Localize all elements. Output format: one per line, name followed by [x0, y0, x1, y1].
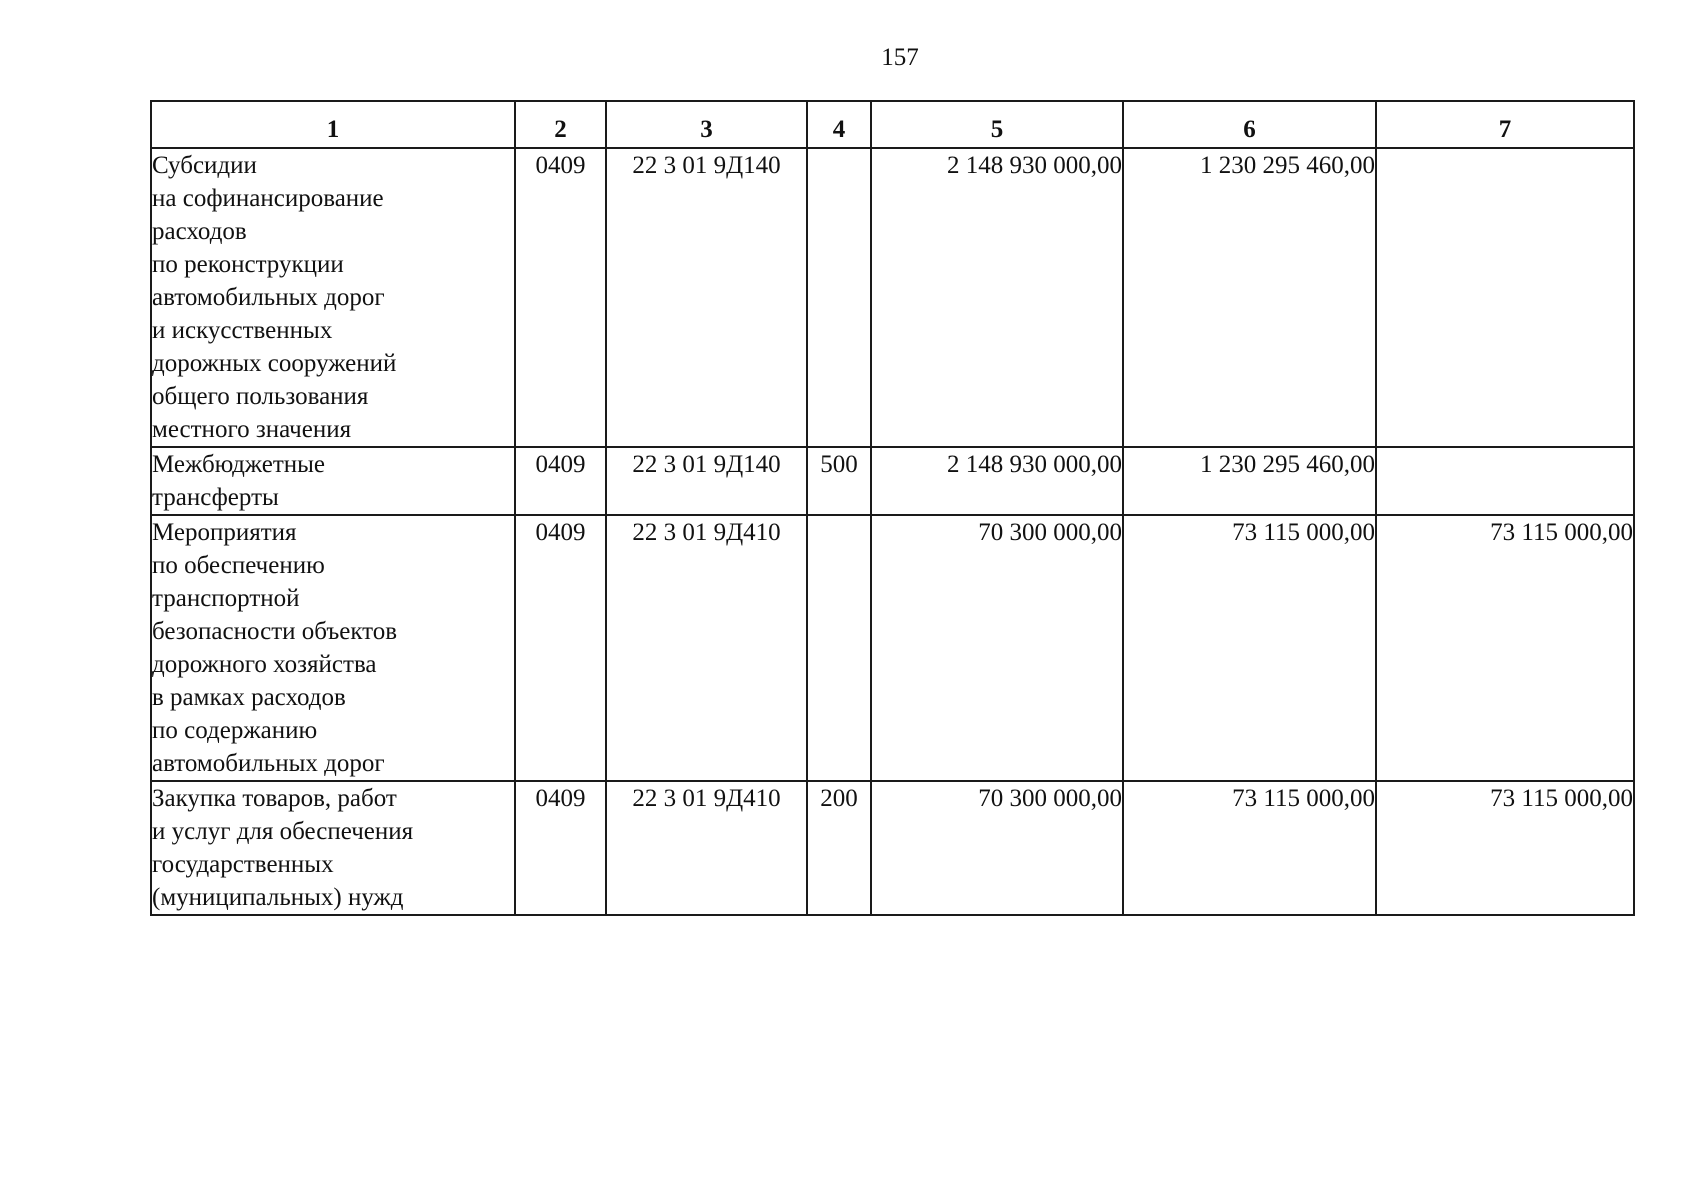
column-header-1: 1: [151, 101, 515, 148]
row-description: Мероприятия по обеспечению транспортной безопасности объектов дорожного хозяйства в рамках расходов по содержанию автомобильных дорог: [151, 515, 515, 781]
row-amount-6: 73 115 000,00: [1123, 781, 1376, 915]
table-body: [151, 148, 1634, 915]
table-row: [151, 148, 1634, 447]
column-header-6: 6: [1123, 101, 1376, 148]
row-section: 0409: [515, 781, 606, 915]
row-amount-6: 73 115 000,00: [1123, 515, 1376, 781]
row-description: Закупка товаров, работ и услуг для обеспечения государственных (муниципальных) нужд: [151, 781, 515, 915]
column-header-7: 7: [1376, 101, 1634, 148]
table-row: [151, 447, 1634, 515]
row-amount-5: 70 300 000,00: [871, 515, 1123, 781]
column-header-5: 5: [871, 101, 1123, 148]
row-expense-type: 200: [807, 781, 871, 915]
row-description: Межбюджетные трансферты: [151, 447, 515, 515]
row-amount-5: 2 148 930 000,00: [871, 447, 1123, 515]
row-section: 0409: [515, 148, 606, 447]
row-section: 0409: [515, 447, 606, 515]
row-amount-6: 1 230 295 460,00: [1123, 148, 1376, 447]
row-expense-type: 500: [807, 447, 871, 515]
row-section: 0409: [515, 515, 606, 781]
row-amount-7: [1376, 148, 1634, 447]
row-expense-type: [807, 148, 871, 447]
column-header-4: 4: [807, 101, 871, 148]
budget-table: [150, 100, 1635, 916]
page-number: 157: [881, 44, 919, 71]
row-target-article: 22 3 01 9Д140: [606, 148, 807, 447]
table-header: [151, 101, 1634, 148]
row-description: Субсидии на софинансирование расходов по реконструкции автомобильных дорог и искусственных дорожных сооружений общего пользования местного значения: [151, 148, 515, 447]
row-amount-7: 73 115 000,00: [1376, 781, 1634, 915]
row-amount-7: 73 115 000,00: [1376, 515, 1634, 781]
table-row: [151, 515, 1634, 781]
row-target-article: 22 3 01 9Д410: [606, 781, 807, 915]
row-amount-6: 1 230 295 460,00: [1123, 447, 1376, 515]
table-row: [151, 781, 1634, 915]
row-target-article: 22 3 01 9Д140: [606, 447, 807, 515]
column-header-2: 2: [515, 101, 606, 148]
row-target-article: 22 3 01 9Д410: [606, 515, 807, 781]
row-expense-type: [807, 515, 871, 781]
row-amount-7: [1376, 447, 1634, 515]
column-header-3: 3: [606, 101, 807, 148]
header-row: [151, 101, 1634, 148]
row-amount-5: 70 300 000,00: [871, 781, 1123, 915]
row-amount-5: 2 148 930 000,00: [871, 148, 1123, 447]
